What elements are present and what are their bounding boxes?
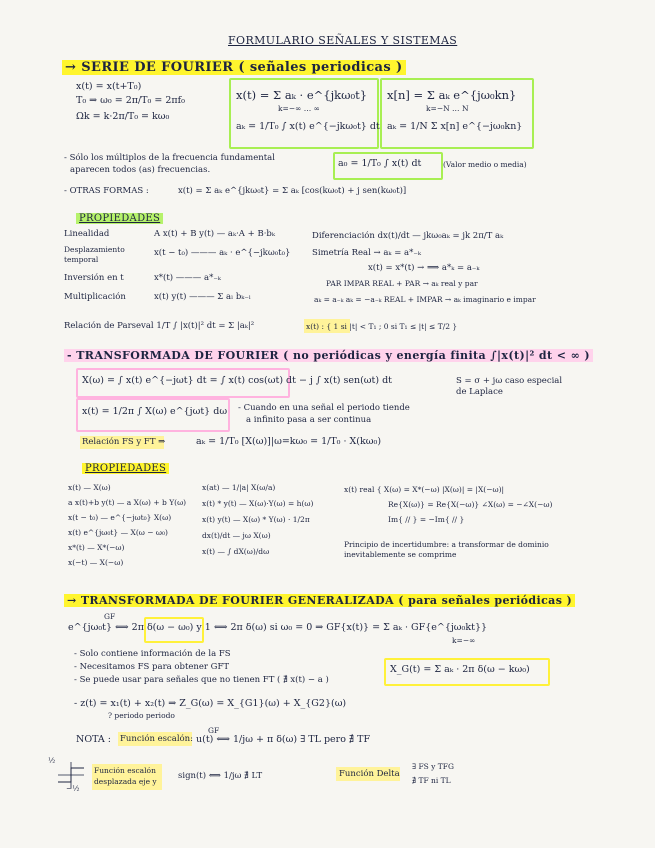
gf-sum-limit: k=−∞: [452, 636, 476, 645]
dt-synthesis-formula: x[n] = Σ aₖ e^{jω₀kn}: [387, 88, 517, 102]
ft-prop-real-part: Re{X(ω)} = Re{X(−ω)} ∠X(ω) = −∠X(−ω): [388, 500, 553, 509]
delta-exists: ∃ FS y TFG: [412, 762, 454, 771]
fundamental-frequency: T₀ ⇒ ω₀ = 2π/T₀ = 2πf₀: [76, 95, 185, 106]
ft-props-column-2: [202, 480, 313, 560]
ft-forward-formula: X(ω) = ∫ x(t) e^{−jωt} dt = ∫ x(t) cos(ωt) dt − j ∫ x(t) sen(ωt) dt: [82, 375, 392, 386]
ft-properties-heading: PROPIEDADES: [82, 456, 169, 475]
ft-prop-reversal: x(−t) — X(−ω): [68, 558, 124, 567]
ft-prop-time-shift: x(t − t₀) — e^{−jωt₀} X(ω): [68, 513, 172, 522]
sign-plot-top-label: ½: [48, 756, 56, 765]
sign-label-line1: Función escalón: [94, 766, 156, 775]
prop-conjugation-label: Inversión en t: [64, 273, 124, 283]
delta-not-exists: ∄ TF ni TL: [412, 776, 451, 785]
ft-prop-conjugate: x*(t) — X*(−ω): [68, 543, 125, 552]
harmonics-note-line2: aparecen todos (as) frecuencias.: [70, 165, 211, 175]
prop-linearity: A x(t) + B y(t) — aₖ·A + B·bₖ: [154, 229, 275, 239]
series-properties-heading: PROPIEDADES: [76, 206, 163, 225]
prop-multiplication-label: Multiplicación: [64, 292, 126, 302]
ft-prop-linearity: a x(t)+b y(t) — a X(ω) + b Y(ω): [68, 498, 187, 507]
section-heading-fourier-transform: - TRANSFORMADA DE FOURIER ( no periódicas y energía finita ∫|x(t)|² dt < ∞ ): [64, 349, 593, 362]
sign-plot-bottom-label: −½: [66, 784, 80, 793]
xg-formula: X_G(t) = Σ aₖ · 2π δ(ω − kω₀): [390, 664, 530, 675]
prop-time-shift-label: Desplazamiento temporal: [64, 245, 125, 264]
ft-prop-real-signal: x(t) real { X(ω) = X*(−ω) |X(ω)| = |X(−ω)|: [344, 485, 505, 494]
harmonic-frequency: Ωk = k·2π/T₀ = kω₀: [76, 111, 170, 122]
prop-symmetry: Simetría Real → aₖ = a*₋ₖ: [312, 248, 421, 258]
ft-prop-multiplication: x(t) y(t) — X(ω) * Y(ω) · 1/2π: [202, 515, 310, 524]
prop-symmetry-conj: x(t) = x*(t) → ⟹ a*ₖ = a₋ₖ: [368, 263, 480, 273]
ft-prop-pair: x(t) — X(ω): [68, 483, 111, 492]
gf-pairs-formula: e^{jω₀t} ⟺ 2π δ(ω − ω₀) y 1 ⟺ 2π δ(ω) si ω₀ = 0 ⇒ GF{x(t)} = Σ aₖ · GF{e^{jω₀kt}}: [68, 622, 488, 633]
period-definition: x(t) = x(t+T₀): [76, 81, 142, 92]
prop-linearity-label: Linealidad: [64, 229, 110, 239]
nota-label: NOTA :: [76, 734, 111, 745]
linearity-sum: - z(t) = x₁(t) + x₂(t) ⇒ Z_G(ω) = X_{G1}(ω) + X_{G2}(ω): [74, 698, 347, 709]
ft-prop-convolution: x(t) * y(t) — X(ω)·Y(ω) = h(ω): [202, 499, 314, 508]
delta-label: Función Delta: [339, 769, 400, 779]
a0-formula: a₀ = 1/T₀ ∫ x(t) dt: [338, 158, 422, 169]
prop-differentiation: Diferenciación dx(t)/dt — jkω₀aₖ = jk 2π/T aₖ: [312, 231, 504, 241]
ft-prop-scaling: x(at) — 1/|a| X(ω/a): [202, 483, 276, 492]
dt-synthesis-limits: k=−N … N: [426, 104, 469, 113]
other-forms-label: - OTRAS FORMAS :: [64, 186, 149, 196]
harmonics-note-line1: - Sólo los múltiplos de la frecuencia fundamental: [64, 153, 275, 163]
dt-analysis-formula: aₖ = 1/N Σ x[n] e^{−jω₀kn}: [387, 121, 523, 132]
ct-synthesis-formula: x(t) = Σ aₖ · e^{jkω₀t}: [236, 88, 368, 102]
prop-time-shift: x(t − t₀) ——— aₖ · e^{−jkω₀t₀}: [154, 248, 291, 258]
formula-sheet: [46, 26, 609, 824]
ft-inverse-note-line1: - Cuando en una señal el periodo tiende: [238, 403, 410, 413]
ft-props-column-3: [344, 482, 552, 527]
step-function-label: Función escalón:: [120, 734, 194, 744]
ft-props-column-1: [68, 480, 186, 570]
ft-prop-freq-shift: x(t) e^{jω₀t} — X(ω − ω₀): [68, 528, 168, 537]
gf-label: GF: [104, 612, 116, 621]
sign-function-pair: sign(t) ⟺ 1/jω ∄ LT: [178, 771, 263, 781]
ct-analysis-formula: aₖ = 1/T₀ ∫ x(t) e^{−jkω₀t} dt: [236, 121, 380, 132]
ct-synthesis-limits: k=−∞ … ∞: [278, 104, 320, 113]
step-gf-label: GF: [208, 726, 220, 735]
section-heading-fourier-series: → SERIE DE FOURIER ( señales periodicas ): [62, 60, 406, 75]
uncertainty-principle: Principio de incertidumbre: a transformar de dominio inevitablemente se comprime: [344, 540, 549, 559]
ft-prop-differentiation: dx(t)/dt — jω X(ω): [202, 531, 271, 540]
prop-even-odd: PAR IMPAR REAL + PAR → aₖ real y par: [326, 279, 478, 288]
page-title: FORMULARIO SEÑALES Y SISTEMAS: [228, 34, 458, 47]
prop-even-odd-values: aₖ = a₋ₖ aₖ = −a₋ₖ REAL + IMPAR → aₖ imaginario e impar: [314, 295, 536, 304]
linearity-sum-sub: ? periodo periodo: [108, 711, 175, 720]
gf-notes: [74, 648, 329, 687]
step-function-pair: u(t) ⟺ 1/jω + π δ(ω) ∃ TL pero ∄ TF: [196, 734, 371, 745]
prop-conjugation: x*(t) ——— a*₋ₖ: [154, 273, 221, 283]
other-forms-formula: x(t) = Σ aₖ e^{jkω₀t} = Σ aₖ [cos(kω₀t) + j sen(kω₀t)]: [178, 186, 407, 196]
ft-inverse-formula: x(t) = 1/2π ∫ X(ω) e^{jωt} dω: [82, 406, 228, 417]
ft-prop-imag-part: Im{ // } = −Im{ // }: [388, 515, 465, 524]
prop-multiplication: x(t) y(t) ——— Σ aₗ bₖ₋ₗ: [154, 292, 251, 302]
ft-prop-freq-diff: x(t) — ∫ dX(ω)/dω: [202, 547, 270, 556]
gf-note-2: - Necesitamos FS para obtener GFT: [74, 662, 230, 672]
gf-note-1: - Solo contiene información de la FS: [74, 649, 231, 659]
parseval-relation: Relación de Parseval 1/T ∫ |x(t)|² dt = Σ |aₖ|²: [64, 321, 255, 331]
ft-inverse-note-line2: a infinito pasa a ser continua: [246, 415, 372, 425]
sign-label-line2: desplazada eje y: [94, 777, 157, 786]
laplace-note: S = σ + jω caso especial de Laplace: [456, 376, 563, 397]
fs-ft-relation-label: Relación FS y FT ⇒: [82, 437, 166, 447]
gf-note-3: - Se puede usar para señales que no tienen FT ( ∄ x(t) − a ): [74, 675, 329, 685]
section-heading-generalized: → TRANSFORMADA DE FOURIER GENERALIZADA ( para señales periódicas ): [64, 594, 575, 607]
a0-note: (Valor medio o media): [443, 160, 527, 169]
rect-pulse-definition: x(t) : { 1 si |t| < T₁ ; 0 si T₁ ≤ |t| ≤ T/2 }: [306, 322, 458, 331]
fs-ft-relation-formula: aₖ = 1/T₀ [X(ω)]|ω=kω₀ = 1/T₀ · X(kω₀): [196, 436, 382, 447]
